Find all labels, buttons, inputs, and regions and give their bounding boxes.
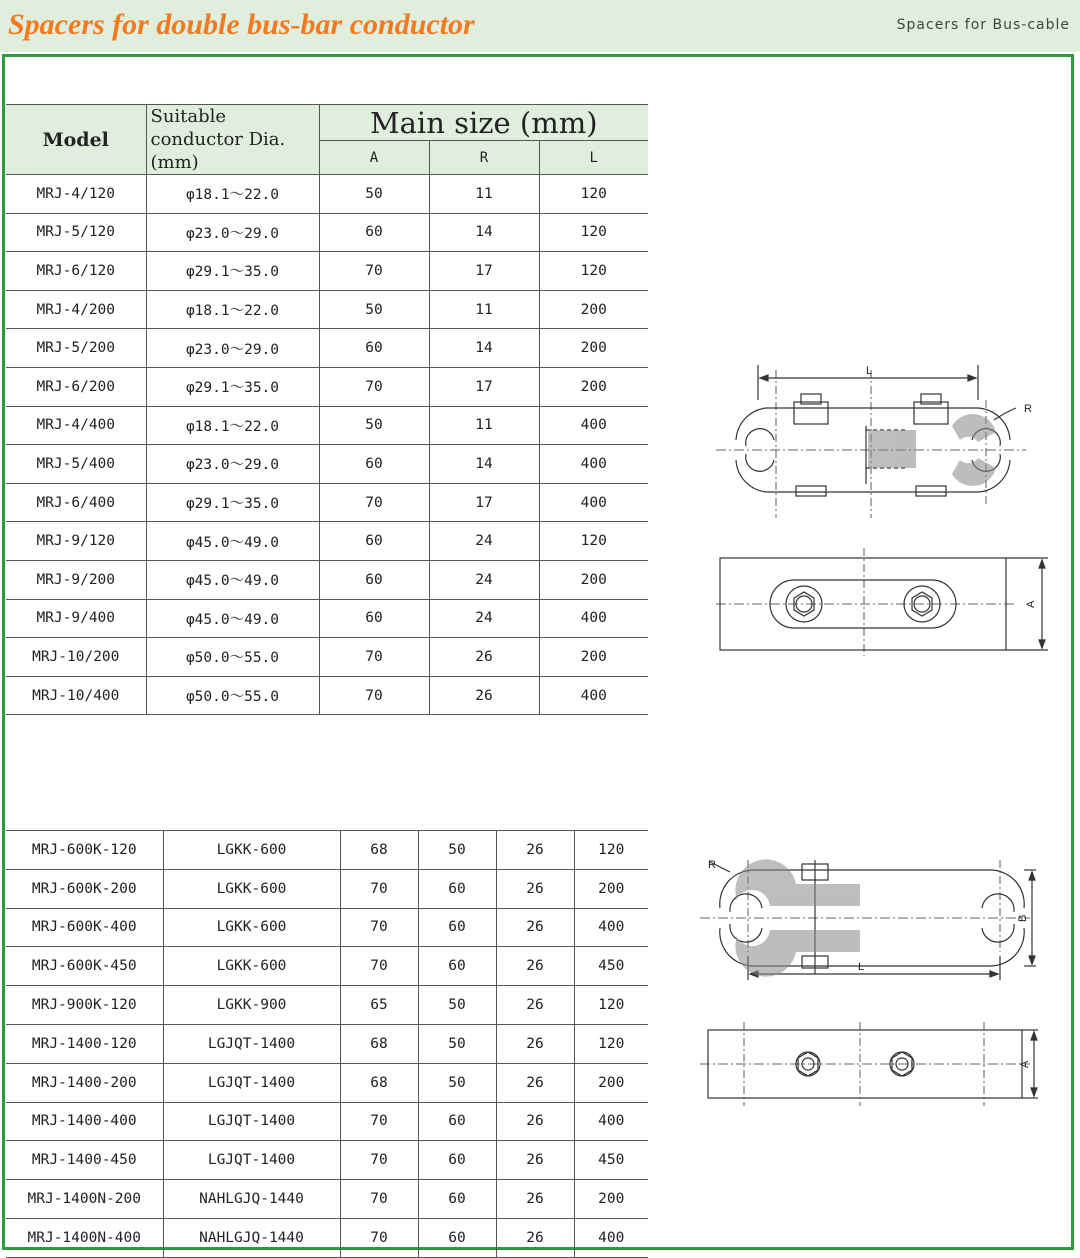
table-cell: 60 [418,869,496,908]
table-cell: 70 [340,908,418,947]
table-cell: 120 [574,986,648,1025]
d2-l-label: L [858,961,865,973]
table-cell: MRJ-10/400 [6,676,146,715]
table-cell: MRJ-1400-400 [6,1102,163,1141]
table-cell: 60 [319,329,429,368]
d1-r-label: R [1024,403,1032,415]
table-cell: 17 [429,483,539,522]
table-cell: 17 [429,252,539,291]
table-cell: 11 [429,406,539,445]
table-cell: 400 [539,599,648,638]
table-row [6,908,648,947]
table-cell: φ29.1～35.0 [146,252,319,291]
table-cell: 24 [429,560,539,599]
table-cell: 14 [429,445,539,484]
table-cell: MRJ-6/400 [6,483,146,522]
table-cell: 26 [496,986,574,1025]
table-row [6,947,648,986]
table-cell: LGKK-600 [163,908,340,947]
table-cell: MRJ-1400N-200 [6,1180,163,1219]
table-cell: 50 [418,1024,496,1063]
table-cell: 26 [496,1180,574,1219]
table-row [6,213,648,252]
table-row [6,445,648,484]
table-row [6,483,648,522]
table-row [6,831,648,870]
table-cell: φ45.0～49.0 [146,599,319,638]
page-header [0,0,1080,52]
table-cell: φ23.0～29.0 [146,213,319,252]
table-cell: 24 [429,599,539,638]
table-cell: φ50.0～55.0 [146,638,319,677]
table-cell: 70 [340,1180,418,1219]
table-cell: 50 [319,175,429,214]
table-cell: 70 [319,676,429,715]
table-cell: NAHLGJQ-1440 [163,1218,340,1257]
spacer-top-view-drawing [716,548,1056,658]
table-cell: 60 [319,213,429,252]
table-row [6,1141,648,1180]
table-row [6,1218,648,1257]
table-cell: 11 [429,290,539,329]
table-cell: φ29.1～35.0 [146,367,319,406]
table-cell: 26 [496,869,574,908]
table-cell: 60 [319,445,429,484]
table-cell: 50 [418,831,496,870]
table-row [6,1024,648,1063]
table-cell: φ29.1～35.0 [146,483,319,522]
table-cell: φ23.0～29.0 [146,329,319,368]
table-cell: LGJQT-1400 [163,1024,340,1063]
table-cell: MRJ-4/400 [6,406,146,445]
table-row [6,638,648,677]
table-row [6,560,648,599]
spacer-k-side-view-drawing [700,856,1045,986]
table-cell: 26 [496,1141,574,1180]
table-cell: 26 [496,1102,574,1141]
table-cell: 68 [340,1063,418,1102]
table-row [6,406,648,445]
table-cell: LGKK-900 [163,986,340,1025]
table-cell: 60 [418,908,496,947]
table-cell: 60 [418,947,496,986]
table-cell: 120 [539,175,648,214]
table-cell: MRJ-600K-400 [6,908,163,947]
table-cell: MRJ-5/400 [6,445,146,484]
d1-a-label: A [1025,600,1037,608]
table-cell: φ45.0～49.0 [146,560,319,599]
model-header: Model [6,105,146,175]
table-cell: 70 [319,483,429,522]
table-cell: 17 [429,367,539,406]
table-cell: 70 [340,1218,418,1257]
table-cell: 50 [418,986,496,1025]
table-cell: MRJ-600K-200 [6,869,163,908]
main-size-header: Main size (mm) [319,105,648,141]
table-cell: 200 [539,560,648,599]
table-cell: LGKK-600 [163,869,340,908]
table-cell: 400 [539,483,648,522]
table-cell: NAHLGJQ-1440 [163,1180,340,1219]
table-cell: 450 [574,947,648,986]
d2-a-label: A [1019,1060,1031,1068]
table-cell: MRJ-9/120 [6,522,146,561]
table-cell: 26 [496,1024,574,1063]
table-cell: 120 [574,1024,648,1063]
table-row [6,1102,648,1141]
table-cell: 14 [429,213,539,252]
table-cell: 400 [539,406,648,445]
r-header: R [429,141,539,175]
table-cell: 70 [319,638,429,677]
table-cell: 26 [429,676,539,715]
table-cell: MRJ-1400-450 [6,1141,163,1180]
table-cell: MRJ-6/200 [6,367,146,406]
table-cell: LGJQT-1400 [163,1063,340,1102]
table-cell: 200 [574,869,648,908]
table-cell: 60 [418,1218,496,1257]
table-cell: 70 [340,1102,418,1141]
table-row [6,986,648,1025]
spacer-side-view-drawing [716,360,1036,520]
table-cell: MRJ-1400-200 [6,1063,163,1102]
table-cell: 400 [574,1102,648,1141]
table-cell: 120 [539,213,648,252]
table-cell: LGJQT-1400 [163,1141,340,1180]
table-cell: 26 [496,831,574,870]
table-cell: φ23.0～29.0 [146,445,319,484]
table-cell: MRJ-9/200 [6,560,146,599]
table-cell: 70 [340,869,418,908]
table-cell: 120 [539,252,648,291]
table-cell: 60 [418,1180,496,1219]
table-cell: 400 [574,1218,648,1257]
table-cell: 400 [539,445,648,484]
table-cell: 200 [539,638,648,677]
table-cell: MRJ-1400N-400 [6,1218,163,1257]
table-cell: MRJ-6/120 [6,252,146,291]
table-cell: φ18.1～22.0 [146,290,319,329]
table-cell: 26 [496,1063,574,1102]
table-cell: LGKK-600 [163,831,340,870]
table-cell: 400 [539,676,648,715]
table-cell: MRJ-1400-120 [6,1024,163,1063]
table-cell: 50 [319,406,429,445]
table-row [6,869,648,908]
table-cell: LGJQT-1400 [163,1102,340,1141]
table-cell: 450 [574,1141,648,1180]
table-cell: 120 [539,522,648,561]
spacer-k-top-view-drawing [700,1022,1045,1106]
table-cell: MRJ-4/200 [6,290,146,329]
table-cell: 26 [496,1218,574,1257]
table-cell: 200 [574,1063,648,1102]
table-cell: φ18.1～22.0 [146,175,319,214]
table-row [6,367,648,406]
table-cell: φ50.0～55.0 [146,676,319,715]
table-cell: 70 [319,367,429,406]
table-cell: 60 [418,1102,496,1141]
table-cell: 70 [340,1141,418,1180]
table-cell: 200 [539,329,648,368]
spacer-table-2 [6,830,648,1258]
table-cell: 200 [539,290,648,329]
table-cell: 50 [319,290,429,329]
page-title: Spacers for double bus-bar conductor [8,8,475,41]
table-cell: MRJ-4/120 [6,175,146,214]
table-cell: MRJ-600K-450 [6,947,163,986]
table-cell: 50 [418,1063,496,1102]
table-cell: 26 [429,638,539,677]
spacer-table-1 [6,104,648,715]
table-cell: 11 [429,175,539,214]
table-cell: 65 [340,986,418,1025]
table-cell: 70 [319,252,429,291]
table-row [6,252,648,291]
table-cell: MRJ-900K-120 [6,986,163,1025]
table-row [6,522,648,561]
table-cell: 24 [429,522,539,561]
table-cell: φ45.0～49.0 [146,522,319,561]
table-row [6,1180,648,1219]
table-cell: MRJ-10/200 [6,638,146,677]
table-row [6,676,648,715]
page-subtitle: Spacers for Bus-cable [896,17,1070,33]
table-cell: LGKK-600 [163,947,340,986]
d1-l-label: L [866,365,873,377]
diameter-header: Suitable conductor Dia. (mm) [146,105,319,175]
table-cell: 26 [496,908,574,947]
table-cell: 68 [340,1024,418,1063]
table-cell: MRJ-9/400 [6,599,146,638]
table-cell: 60 [319,560,429,599]
table-cell: 120 [574,831,648,870]
d2-b-label: B [1017,914,1029,922]
table-row [6,1063,648,1102]
table-cell: 60 [418,1141,496,1180]
table-cell: MRJ-5/200 [6,329,146,368]
table-cell: 60 [319,599,429,638]
table-row [6,290,648,329]
table-cell: MRJ-5/120 [6,213,146,252]
table-cell: MRJ-600K-120 [6,831,163,870]
table-cell: 200 [539,367,648,406]
table-cell: 200 [574,1180,648,1219]
a-header: A [319,141,429,175]
table-cell: 60 [319,522,429,561]
l-header: L [539,141,648,175]
table-row [6,329,648,368]
table-cell: 70 [340,947,418,986]
table-cell: 400 [574,908,648,947]
table-cell: φ18.1～22.0 [146,406,319,445]
table-row [6,599,648,638]
table-row [6,175,648,214]
d2-r-label: R [708,859,716,871]
table-cell: 68 [340,831,418,870]
table-cell: 14 [429,329,539,368]
table-cell: 26 [496,947,574,986]
